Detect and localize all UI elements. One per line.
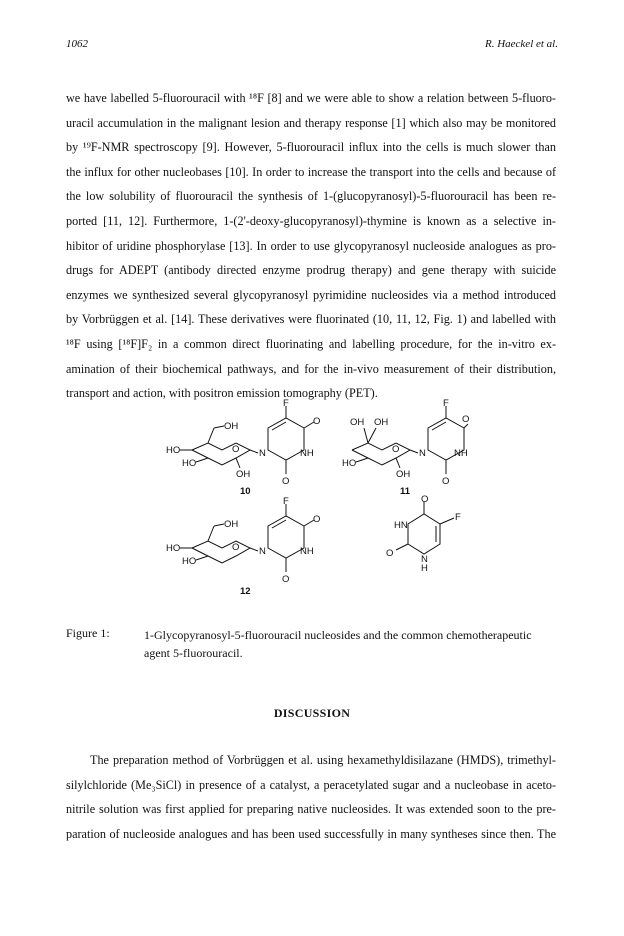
atom-label: O	[421, 494, 429, 505]
atom-label: O	[313, 416, 321, 427]
atom-label: O	[386, 548, 394, 559]
atom-label: H	[421, 563, 428, 574]
atom-label: F	[455, 512, 461, 523]
atom-label: NH	[454, 448, 468, 459]
text-line: by Vorbrüggen et al. [14]. These derivatives were fluorinated (10, 11, 12, Fig. 1) and labelled with	[66, 312, 556, 327]
page-number: 1062	[66, 38, 88, 50]
atom-label: HN	[394, 520, 408, 531]
atom-label: O	[282, 574, 290, 585]
text-line: we have labelled 5-fluorouracil with ¹⁸F [8] and we were able to show a relation between 5-fluoro-	[66, 91, 556, 105]
atom-label: O	[392, 444, 400, 455]
intro-paragraph	[66, 86, 556, 406]
atom-label: HO	[182, 458, 197, 469]
section-heading: DISCUSSION	[273, 706, 351, 720]
atom-label: N	[421, 554, 428, 565]
atom-label: N	[259, 546, 266, 557]
text-line: transport and action, with positron emission tomography (PET).	[66, 386, 378, 401]
atom-label: OH	[224, 519, 239, 530]
figure-caption	[144, 626, 564, 662]
atom-label: NH	[300, 546, 314, 557]
atom-label: F	[283, 496, 289, 507]
compound-number: 12	[240, 586, 251, 597]
atom-label: O	[282, 476, 290, 487]
atom-label: F	[443, 398, 449, 409]
text-line: silylchloride (Me₃SiCl) in presence of a catalyst, a peracetylated sugar and a nucleobase in aceto-	[66, 777, 556, 792]
atom-label: F	[283, 398, 289, 409]
figure-caption-label: Figure 1:	[66, 626, 110, 640]
compound-number: 11	[400, 486, 411, 497]
text-line: drugs for ADEPT (antibody directed enzyme prodrug therapy) and gene therapy with suicide	[66, 263, 556, 278]
atom-label: HO	[166, 543, 181, 554]
atom-label: N	[419, 448, 426, 459]
atom-label: O	[442, 476, 450, 487]
text-line: uracil accumulation in the malignant lesion and therapy response [1] which also may be monitored	[66, 115, 556, 130]
atom-label: OH	[236, 469, 251, 480]
atom-label: HO	[166, 445, 181, 456]
text-line: the influx for other nucleobases [10]. In order to increase the transport into the cells and because of	[66, 164, 556, 179]
text-line: amination of their biochemical pathways, and for the in-vivo measurement of their distribution,	[66, 361, 556, 376]
atom-label: HO	[182, 556, 197, 567]
atom-label: OH	[350, 417, 365, 428]
atom-label: O	[462, 414, 470, 425]
compound-number: 10	[240, 486, 251, 497]
text-line: nitrile solution was first applied for preparing native nucleosides. It was extended soon to the pre-	[66, 802, 556, 817]
atom-label: O	[232, 542, 240, 553]
text-line: hibitor of uridine phosphorylase [13]. In order to use glycopyranosyl nucleoside analogues as pro-	[66, 238, 556, 253]
text-line: paration of nucleoside analogues and has been used successfully in many syntheses since then. The	[66, 826, 556, 841]
text-line: the low solubility of fluorouracil the synthesis of 1-(glucopyranosyl)-5-fluorouracil has been re-	[66, 189, 556, 204]
atom-label: N	[259, 448, 266, 459]
atom-label: OH	[374, 417, 389, 428]
text-line: by ¹⁹F-NMR spectroscopy [9]. However, 5-fluorouracil influx into the cells is much slower than	[66, 140, 556, 155]
atom-label: HO	[342, 458, 357, 469]
structures-drawing	[150, 398, 470, 598]
chemical-structures-figure	[150, 398, 470, 598]
atom-label: OH	[396, 469, 411, 480]
running-head: R. Haeckel et al.	[485, 38, 558, 50]
atom-label: OH	[224, 421, 239, 432]
text-line: ¹⁸F using [¹⁸F]F₂ in a common direct fluorinating and labelling procedure, for the in-vitro ex-	[66, 336, 556, 351]
text-line: ported [11, 12]. Furthermore, 1-(2'-deoxy-glucopyranosyl)-thymine is known as a selective in-	[66, 213, 556, 228]
atom-label: O	[232, 444, 240, 455]
atom-label: NH	[300, 448, 314, 459]
atom-label: O	[313, 514, 321, 525]
caption-line: agent 5-fluorouracil.	[144, 646, 243, 660]
discussion-paragraph	[66, 748, 556, 846]
text-line: enzymes we synthesized several glycopyranosyl pyrimidine nucleosides via a method introduced	[66, 287, 556, 302]
caption-line: 1-Glycopyranosyl-5-fluorouracil nucleosides and the common chemotherapeutic	[144, 628, 532, 642]
text-line: The preparation method of Vorbrüggen et al. using hexamethyldisilazane (HMDS), trimethyl-	[90, 753, 556, 767]
